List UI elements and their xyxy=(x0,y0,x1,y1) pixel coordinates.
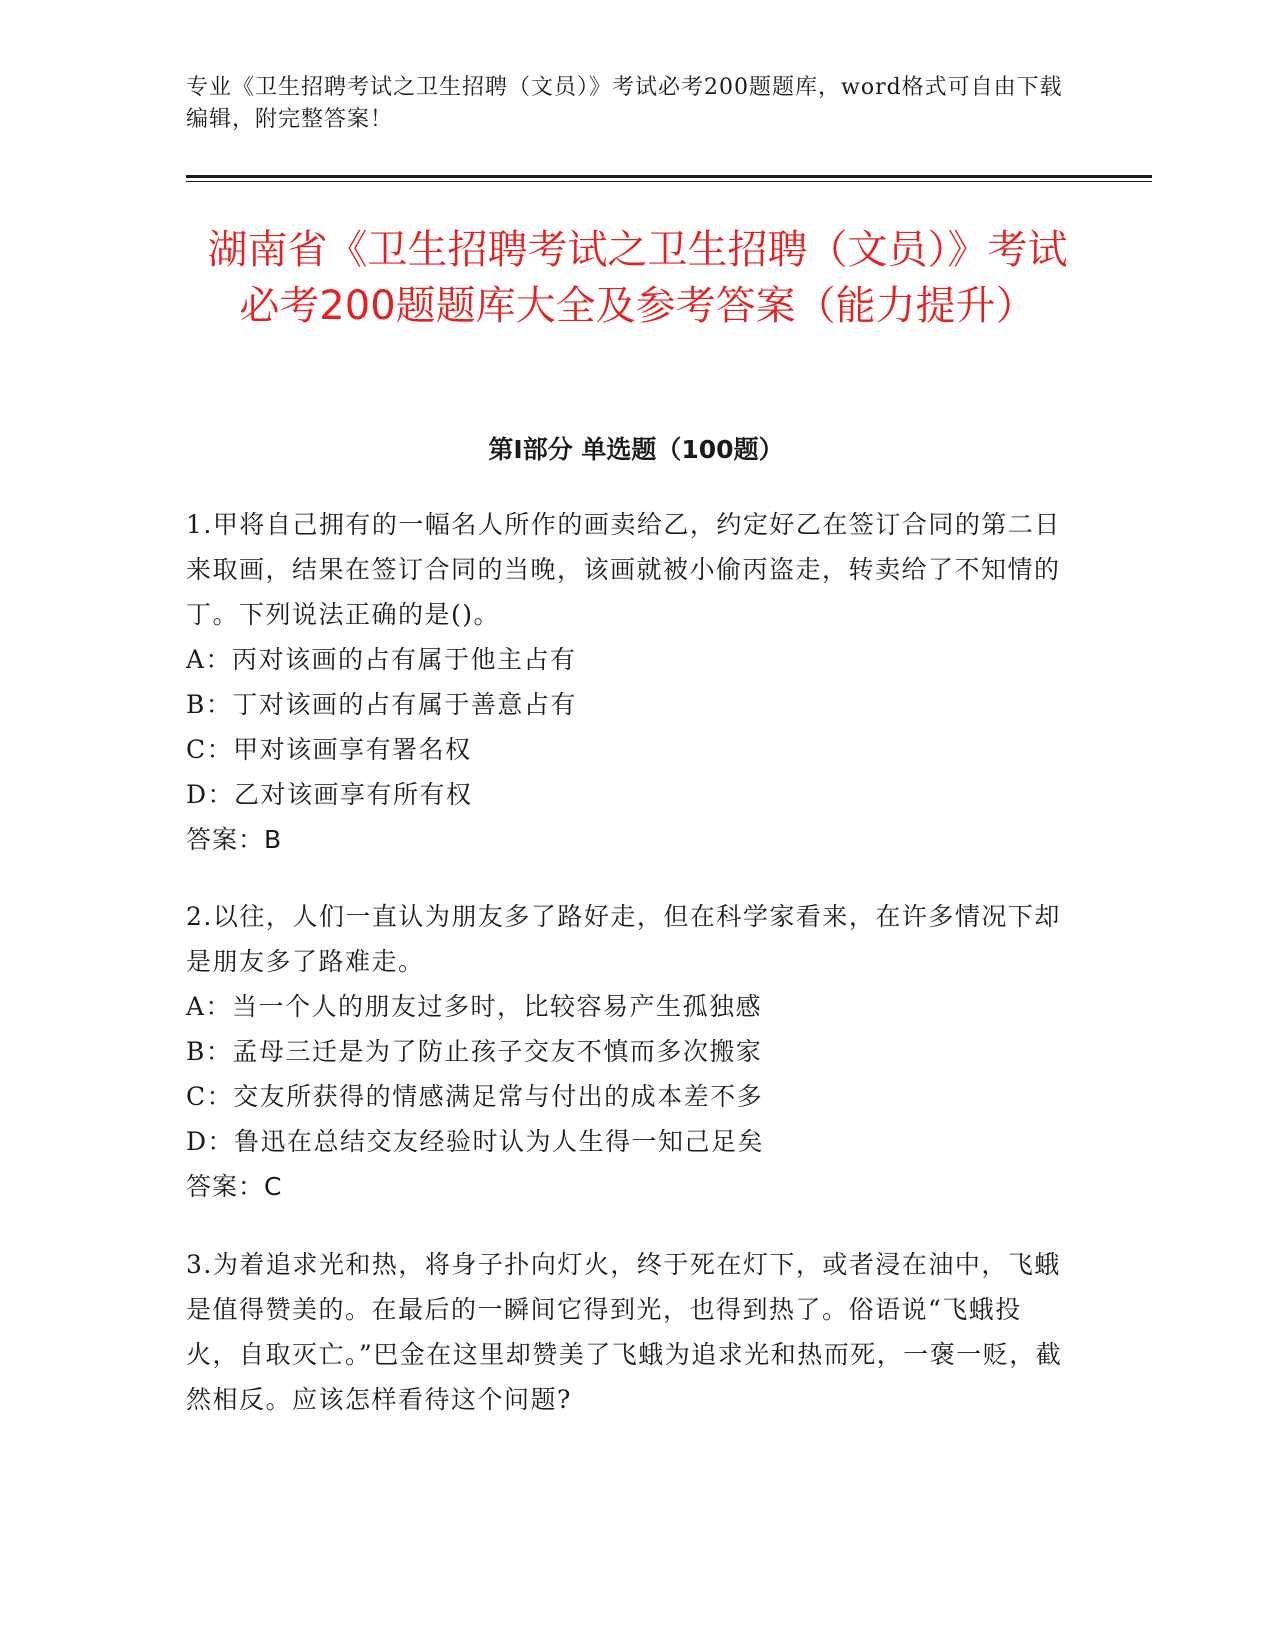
question-stem: 1.甲将自己拥有的一幅名人所作的画卖给乙，约定好乙在签订合同的第二日来取画，结果在签订合同的当晚，该画就被小偷丙盗走，转卖给了不知情的丁。下列说法正确的是()。 xyxy=(186,510,1061,629)
document-title: 湖南省《卫生招聘考试之卫生招聘（文员）》考试必考200题题库大全及参考答案（能力提升） xyxy=(207,227,1068,329)
option-a: A：丙对该画的占有属于他主占有 xyxy=(186,645,577,674)
question-2 xyxy=(186,894,1066,1209)
header-note: 专业《卫生招聘考试之卫生招聘（文员）》考试必考200题题库，word格式可自由下载编辑，附完整答案！ xyxy=(186,75,1063,132)
section-title: 第Ⅰ部分 单选题（100题） xyxy=(488,435,784,464)
header-rule-thick xyxy=(186,175,1152,178)
option-b: B：孟母三迁是为了防止孩子交友不慎而多次搬家 xyxy=(186,1037,763,1066)
question-1 xyxy=(186,502,1066,862)
option-c: C：交友所获得的情感满足常与付出的成本差不多 xyxy=(186,1082,764,1111)
header-rule-thin xyxy=(186,181,1152,182)
answer-label: 答案：C xyxy=(186,1172,283,1201)
question-stem: 2.以往，人们一直认为朋友多了路好走，但在科学家看来，在许多情况下却是朋友多了路难走。 xyxy=(186,902,1061,976)
option-c: C：甲对该画享有署名权 xyxy=(186,735,472,764)
answer-label: 答案：B xyxy=(186,825,283,854)
option-d: D：乙对该画享有所有权 xyxy=(186,780,473,809)
option-a: A：当一个人的朋友过多时，比较容易产生孤独感 xyxy=(186,992,763,1021)
question-3 xyxy=(186,1242,1066,1422)
option-b: B：丁对该画的占有属于善意占有 xyxy=(186,690,577,719)
question-stem: 3.为着追求光和热，将身子扑向灯火，终于死在灯下，或者浸在油中，飞蛾是值得赞美的。在最后的一瞬间它得到光，也得到热了。俗语说“飞蛾投火，自取灭亡。”巴金在这里却赞美了飞蛾为追求光和热而死，一褒一贬，截然相反。应该怎样看待这个问题? xyxy=(186,1250,1063,1414)
option-d: D：鲁迅在总结交友经验时认为人生得一知己足矣 xyxy=(186,1127,765,1156)
